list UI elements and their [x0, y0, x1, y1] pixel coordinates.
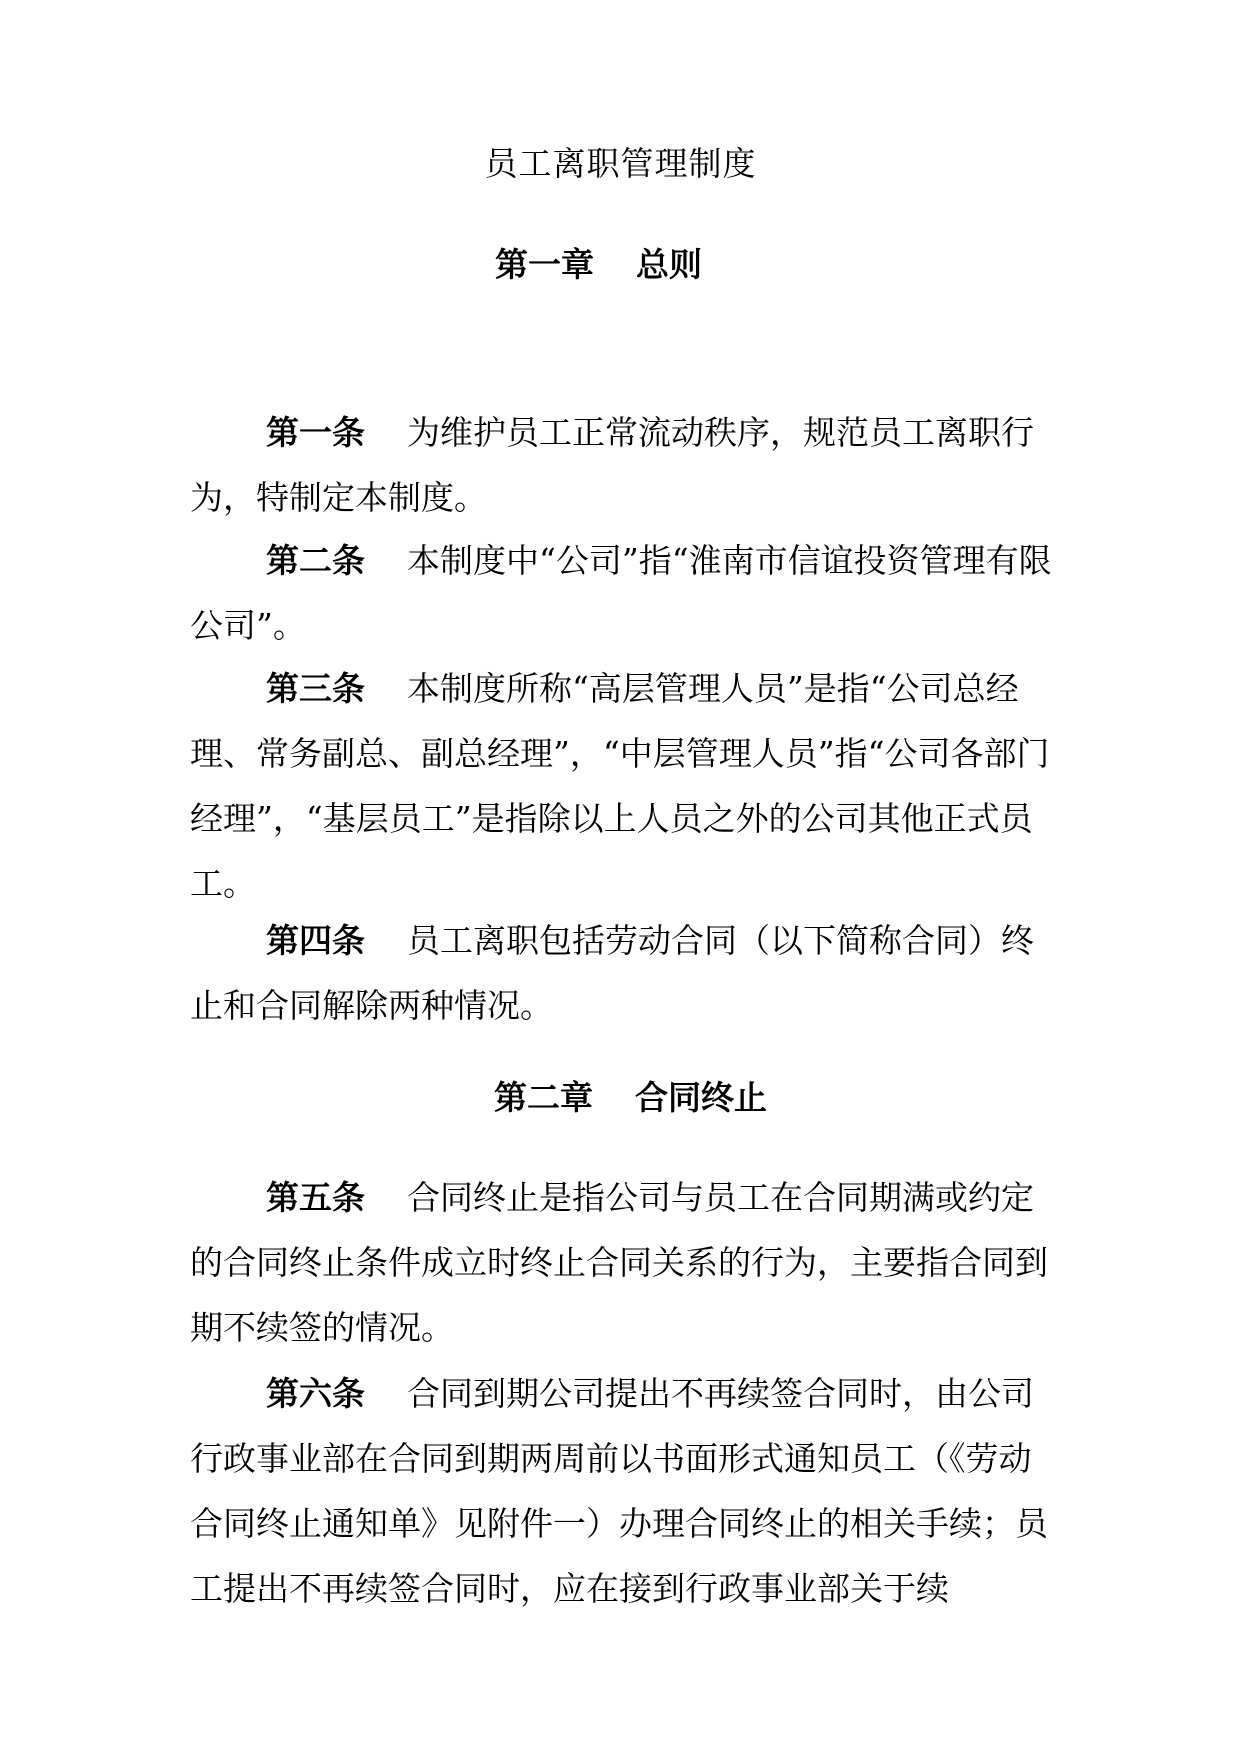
article-label: 第三条 — [266, 669, 365, 708]
article-label: 第五条 — [266, 1178, 365, 1217]
article-label: 第六条 — [266, 1374, 365, 1413]
chapter-label: 第二章 — [494, 1078, 593, 1117]
article-text: 员工离职包括劳动合同（以下简称合同）终止和合同解除两种情况。 — [190, 921, 1034, 1025]
article-label: 第二条 — [266, 541, 365, 580]
document-title: 员工离职管理制度 — [484, 144, 757, 183]
article-text: 合同到期公司提出不再续签合同时，由公司行政事业部在合同到期两周前以书面形式通知员工（《劳动合同终止通知单》见附件一）办理合同终止的相关手续；员工提出不再续签合同时，应在接到行政事业部关于续 — [190, 1374, 1048, 1608]
article — [190, 528, 1055, 658]
article-text: 为维护员工正常流动秩序，规范员工离职行为，特制定本制度。 — [190, 413, 1034, 517]
chapter-title: 总则 — [636, 245, 702, 284]
article-text: 本制度中“公司”指“淮南市信谊投资管理有限公司”。 — [190, 541, 1052, 645]
article-text: 本制度所称“高层管理人员”是指“公司总经理、常务副总、副总经理”，“中层管理人员”指“公司各部门经理”，“基层员工”是指除以上人员之外的公司其他正式员工。 — [190, 669, 1050, 903]
article — [190, 1361, 1055, 1621]
article — [190, 908, 1055, 1038]
article — [190, 656, 1055, 916]
chapter-heading — [10, 1076, 1241, 1120]
article — [190, 1165, 1055, 1360]
article-label: 第一条 — [266, 413, 365, 452]
chapter-label: 第一章 — [495, 245, 594, 284]
article-text: 合同终止是指公司与员工在合同期满或约定的合同终止条件成立时终止合同关系的行为，主要指合同到期不续签的情况。 — [190, 1178, 1048, 1347]
chapter-title: 合同终止 — [635, 1078, 767, 1117]
article — [190, 400, 1055, 530]
chapter-heading — [0, 243, 1219, 287]
article-label: 第四条 — [266, 921, 365, 960]
